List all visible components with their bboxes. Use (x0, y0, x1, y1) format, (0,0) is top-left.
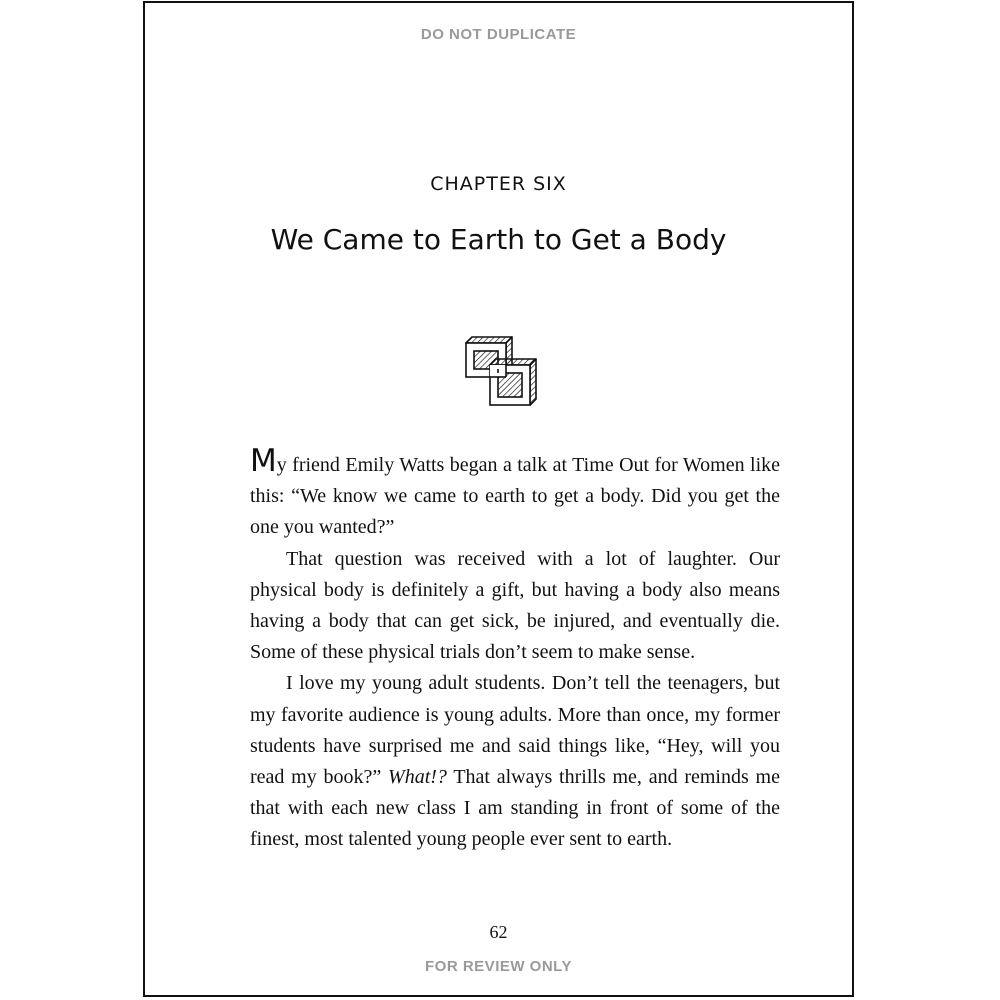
interlocking-square-knot-icon (462, 335, 538, 411)
page-number: 62 (489, 922, 508, 942)
paragraph-3-emphasis: What!? (388, 766, 447, 789)
paragraph-1 (250, 443, 780, 544)
chapter-label: CHAPTER SIX (430, 173, 567, 195)
drop-cap: M (250, 443, 277, 479)
ornament-graphic (462, 335, 538, 411)
paragraph-3 (250, 668, 780, 855)
chapter-title: We Came to Earth to Get a Body (270, 223, 727, 256)
book-page (143, 1, 854, 997)
paragraph-3-text-before: I love my young adult students. Don’t tell the teenagers, but my favorite audience is young adults. More than once, my former students have surprised me and said things like, “Hey, will you read my book?” (250, 672, 780, 789)
paragraph-1-text: y friend Emily Watts began a talk at Time Out for Women like this: “We know we came to earth to get a body. Did you get the one you wanted?” (250, 454, 780, 539)
paragraph-2: That question was received with a lot of laughter. Our physical body is definitely a gift, but having a body also means having a body that can get sick, be injured, and eventually die. Some of these physical trials don’t seem to make sense. (250, 547, 780, 664)
watermark-bottom: FOR REVIEW ONLY (425, 958, 572, 975)
paragraph-3-text-after: That always thrills me, and reminds me that with each new class I am standing in front of some of the finest, most talented young people ever sent to earth. (250, 766, 780, 851)
chapter-body (250, 443, 780, 856)
watermark-top: DO NOT DUPLICATE (420, 26, 577, 43)
